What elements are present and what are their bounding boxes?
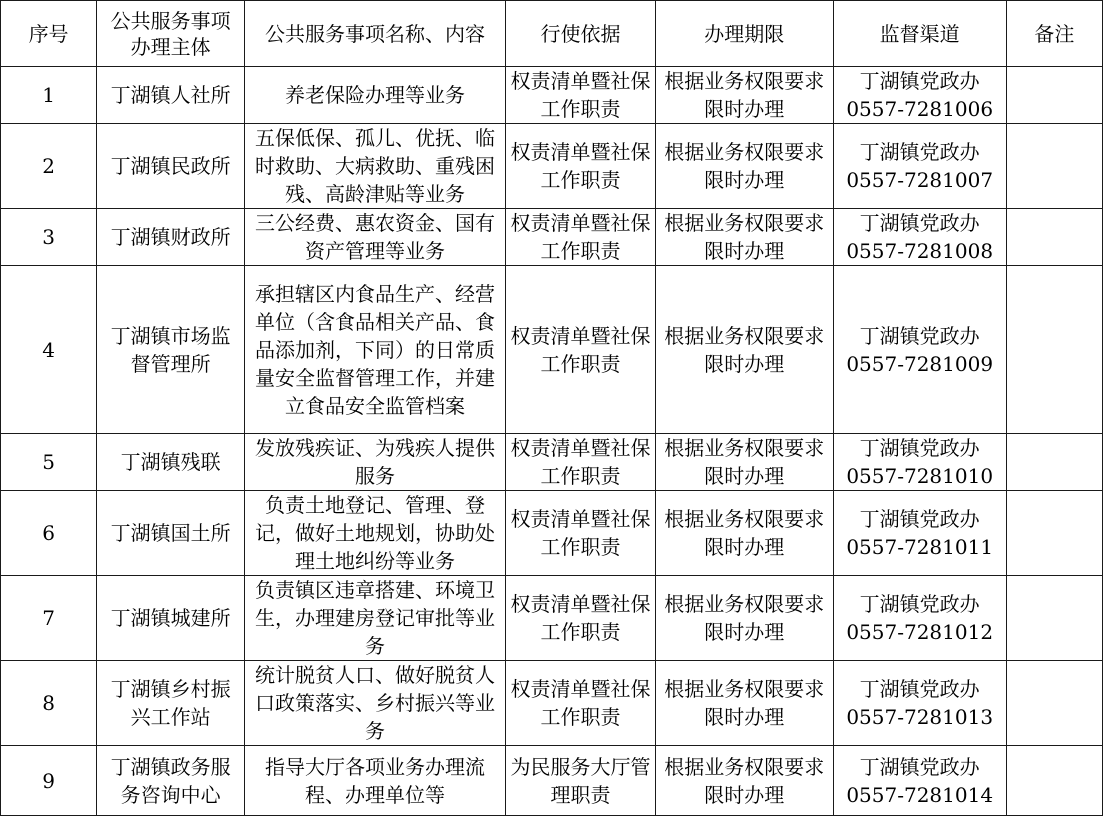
row-index: 2 <box>1 124 97 209</box>
supervision-phone: 0557-7281014 <box>846 782 994 807</box>
supervision-org: 丁湖镇党政办 <box>859 754 980 779</box>
row-remarks <box>1006 746 1102 816</box>
row-supervision <box>833 266 1006 434</box>
row-remarks <box>1006 434 1102 491</box>
row-index: 4 <box>1 266 97 434</box>
row-basis: 权责清单暨社保工作职责 <box>506 67 656 124</box>
header-index: 序号 <box>1 1 97 67</box>
row-deadline: 根据业务权限要求限时办理 <box>656 491 834 576</box>
row-deadline: 根据业务权限要求限时办理 <box>656 576 834 661</box>
row-subject: 丁湖镇国土所 <box>97 491 245 576</box>
row-supervision <box>833 576 1006 661</box>
table-row <box>1 67 1103 124</box>
header-row <box>1 1 1103 67</box>
supervision-phone: 0557-7281007 <box>846 168 994 192</box>
row-remarks <box>1006 491 1102 576</box>
supervision-phone: 0557-7281013 <box>846 705 994 729</box>
row-subject: 丁湖镇政务服务咨询中心 <box>97 746 245 816</box>
row-basis: 权责清单暨社保工作职责 <box>506 491 656 576</box>
supervision-org: 丁湖镇党政办 <box>859 436 980 460</box>
header-supervision: 监督渠道 <box>833 1 1006 67</box>
row-supervision <box>833 67 1006 124</box>
table-row <box>1 209 1103 266</box>
row-service-name: 负责镇区违章搭建、环境卫生，办理建房登记审批等业务 <box>245 576 506 661</box>
row-remarks <box>1006 266 1102 434</box>
row-basis: 权责清单暨社保工作职责 <box>506 661 656 746</box>
table-row <box>1 491 1103 576</box>
row-supervision <box>833 746 1006 816</box>
row-remarks <box>1006 661 1102 746</box>
row-service-name: 负责土地登记、管理、登记，做好土地规划，协助处理土地纠纷等业务 <box>245 491 506 576</box>
row-basis: 权责清单暨社保工作职责 <box>506 576 656 661</box>
supervision-phone: 0557-7281008 <box>846 239 994 263</box>
row-remarks <box>1006 67 1102 124</box>
row-remarks <box>1006 124 1102 209</box>
row-remarks <box>1006 576 1102 661</box>
row-deadline: 根据业务权限要求限时办理 <box>656 661 834 746</box>
supervision-phone: 0557-7281012 <box>846 620 994 644</box>
supervision-org: 丁湖镇党政办 <box>859 507 980 531</box>
supervision-phone: 0557-7281011 <box>846 535 994 559</box>
row-index: 1 <box>1 67 97 124</box>
table-row <box>1 434 1103 491</box>
row-index: 5 <box>1 434 97 491</box>
row-subject: 丁湖镇市场监督管理所 <box>97 266 245 434</box>
row-deadline: 根据业务权限要求限时办理 <box>656 266 834 434</box>
supervision-org: 丁湖镇党政办 <box>859 677 980 701</box>
row-index: 6 <box>1 491 97 576</box>
row-supervision <box>833 491 1006 576</box>
table-row <box>1 124 1103 209</box>
table-row <box>1 576 1103 661</box>
row-subject: 丁湖镇人社所 <box>97 67 245 124</box>
row-basis: 权责清单暨社保工作职责 <box>506 209 656 266</box>
supervision-phone: 0557-7281009 <box>846 351 994 376</box>
row-basis: 权责清单暨社保工作职责 <box>506 266 656 434</box>
row-supervision <box>833 209 1006 266</box>
row-basis: 权责清单暨社保工作职责 <box>506 434 656 491</box>
header-name: 公共服务事项名称、内容 <box>245 1 506 67</box>
row-service-name: 养老保险办理等业务 <box>245 67 506 124</box>
row-index: 8 <box>1 661 97 746</box>
supervision-phone: 0557-7281006 <box>846 97 994 121</box>
row-index: 7 <box>1 576 97 661</box>
supervision-org: 丁湖镇党政办 <box>859 69 980 93</box>
supervision-phone: 0557-7281010 <box>846 464 994 488</box>
table-row <box>1 661 1103 746</box>
row-service-name: 统计脱贫人口、做好脱贫人口政策落实、乡村振兴等业务 <box>245 661 506 746</box>
row-service-name: 指导大厅各项业务办理流程、办理单位等 <box>245 746 506 816</box>
table-row <box>1 746 1103 816</box>
row-deadline: 根据业务权限要求限时办理 <box>656 209 834 266</box>
row-subject: 丁湖镇民政所 <box>97 124 245 209</box>
row-supervision <box>833 434 1006 491</box>
row-subject: 丁湖镇财政所 <box>97 209 245 266</box>
header-deadline: 办理期限 <box>656 1 834 67</box>
row-basis: 为民服务大厅管理职责 <box>506 746 656 816</box>
row-service-name: 三公经费、惠农资金、国有资产管理等业务 <box>245 209 506 266</box>
supervision-org: 丁湖镇党政办 <box>859 140 980 164</box>
header-subject: 公共服务事项办理主体 <box>97 1 245 67</box>
row-basis: 权责清单暨社保工作职责 <box>506 124 656 209</box>
row-deadline: 根据业务权限要求限时办理 <box>656 746 834 816</box>
row-deadline: 根据业务权限要求限时办理 <box>656 67 834 124</box>
row-remarks <box>1006 209 1102 266</box>
header-remarks: 备注 <box>1006 1 1102 67</box>
row-deadline: 根据业务权限要求限时办理 <box>656 434 834 491</box>
row-service-name: 承担辖区内食品生产、经营单位（含食品相关产品、食品添加剂，下同）的日常质量安全监督管理工作，并建立食品安全监管档案 <box>245 266 506 434</box>
row-supervision <box>833 661 1006 746</box>
row-subject: 丁湖镇城建所 <box>97 576 245 661</box>
row-deadline: 根据业务权限要求限时办理 <box>656 124 834 209</box>
row-subject: 丁湖镇残联 <box>97 434 245 491</box>
table-row <box>1 266 1103 434</box>
supervision-org: 丁湖镇党政办 <box>859 592 980 616</box>
row-supervision <box>833 124 1006 209</box>
supervision-org: 丁湖镇党政办 <box>859 323 980 348</box>
header-basis: 行使依据 <box>506 1 656 67</box>
row-subject: 丁湖镇乡村振兴工作站 <box>97 661 245 746</box>
supervision-org: 丁湖镇党政办 <box>859 211 980 235</box>
row-index: 9 <box>1 746 97 816</box>
row-service-name: 发放残疾证、为残疾人提供服务 <box>245 434 506 491</box>
row-index: 3 <box>1 209 97 266</box>
row-service-name: 五保低保、孤儿、优抚、临时救助、大病救助、重残困残、高龄津贴等业务 <box>245 124 506 209</box>
